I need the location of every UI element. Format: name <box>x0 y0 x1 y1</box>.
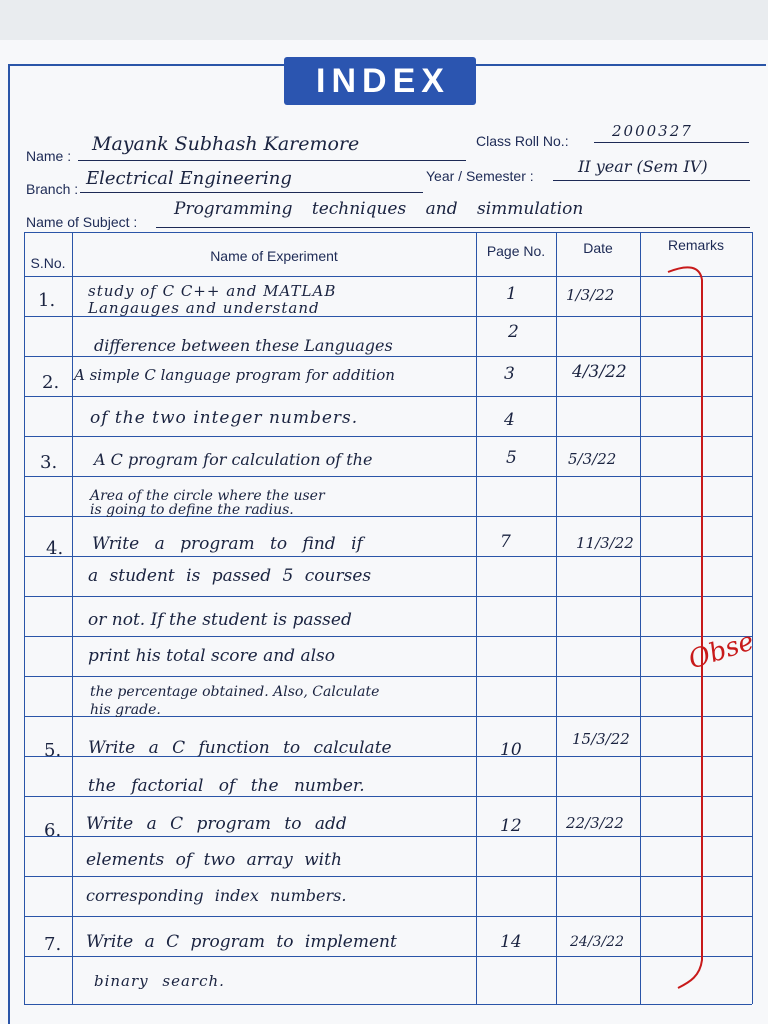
table-top-border <box>24 232 752 233</box>
name-underline <box>78 160 466 161</box>
row-1-page-2: 2 <box>508 322 519 342</box>
row-6-line-3: corresponding index numbers. <box>86 886 347 905</box>
subject-value: Programming techniques and simmulation <box>174 199 584 219</box>
ruled-line <box>24 636 752 637</box>
row-6-date: 22/3/22 <box>566 814 624 832</box>
row-3-line-3: is going to define the radius. <box>90 502 294 518</box>
remarks-bracket-icon <box>660 260 720 1000</box>
row-2-page-1: 3 <box>504 364 515 384</box>
ruled-line <box>24 676 752 677</box>
row-3-date: 5/3/22 <box>568 450 617 468</box>
row-6-line-1: Write a C program to add <box>86 814 347 834</box>
row-1-line-1: study of C C++ and MATLAB <box>88 282 337 300</box>
ruled-line <box>24 356 752 357</box>
header-date: Date <box>583 240 613 256</box>
row-3-line-2: Area of the circle where the user <box>90 488 325 504</box>
row-5-page-1: 10 <box>500 740 522 760</box>
row-1-sno: 1. <box>38 290 56 311</box>
row-1-line-2: Langauges and understand <box>88 299 320 317</box>
row-1-line-3: difference between these Languages <box>94 336 393 355</box>
row-1-page-1: 1 <box>506 284 517 304</box>
header-experiment: Name of Experiment <box>210 248 338 264</box>
row-5-line-2: the factorial of the number. <box>88 776 365 796</box>
row-7-line-2: binary search. <box>94 972 225 990</box>
year-semester-underline <box>553 180 750 181</box>
row-4-line-3: or not. If the student is passed <box>88 610 352 630</box>
row-7-sno: 7. <box>44 934 62 955</box>
row-4-date: 11/3/22 <box>576 534 634 552</box>
column-divider-sno <box>72 232 73 1004</box>
remarks-signature: Obse <box>684 626 758 676</box>
class-roll-underline <box>594 142 749 143</box>
class-roll-label: Class Roll No.: <box>476 133 569 149</box>
name-label: Name : <box>26 148 72 164</box>
subject-label: Name of Subject : <box>26 214 138 230</box>
ruled-line <box>24 796 752 797</box>
ruled-line <box>24 916 752 917</box>
row-4-line-2: a student is passed 5 courses <box>88 566 372 586</box>
row-3-page-1: 5 <box>506 448 517 468</box>
year-semester-label: Year / Semester : <box>426 168 534 184</box>
row-5-sno: 5. <box>44 740 62 761</box>
year-semester-value: II year (Sem IV) <box>578 157 708 176</box>
row-1-date: 1/3/22 <box>566 286 615 304</box>
ruled-line <box>24 476 752 477</box>
ruled-line <box>24 836 752 837</box>
row-4-line-1: Write a program to find if <box>92 534 363 554</box>
row-2-line-1: A simple C language program for addition <box>74 366 395 384</box>
row-4-page-1: 7 <box>500 532 511 552</box>
table-bottom-border <box>24 1004 752 1005</box>
row-4-line-6: his grade. <box>90 702 161 718</box>
ruled-line <box>24 876 752 877</box>
table-header-border <box>24 276 752 277</box>
row-5-date: 15/3/22 <box>572 730 630 748</box>
row-6-line-2: elements of two array with <box>86 850 342 870</box>
header-remarks: Remarks <box>667 237 724 253</box>
row-4-line-4: print his total score and also <box>88 646 335 666</box>
row-5-line-1: Write a C function to calculate <box>88 738 392 758</box>
table-left-border <box>24 232 25 1004</box>
header-sno: S.No. <box>30 255 66 271</box>
page-title: INDEX <box>316 61 450 100</box>
index-title-banner <box>284 57 476 105</box>
row-7-line-1: Write a C program to implement <box>86 932 397 952</box>
ruled-line <box>24 956 752 957</box>
row-4-line-5: the percentage obtained. Also, Calculate <box>90 684 380 700</box>
subject-underline <box>156 227 750 228</box>
row-2-page-2: 4 <box>504 410 515 430</box>
header-page: Page No. <box>486 243 546 259</box>
branch-value: Electrical Engineering <box>86 168 292 189</box>
ruled-line <box>24 596 752 597</box>
row-7-date: 24/3/22 <box>570 934 624 950</box>
row-7-page-1: 14 <box>500 932 522 952</box>
ruled-line <box>24 436 752 437</box>
student-name: Mayank Subhash Karemore <box>92 133 360 155</box>
row-4-sno: 4. <box>46 538 64 559</box>
row-6-sno: 6. <box>44 820 62 841</box>
row-2-date: 4/3/22 <box>572 362 627 382</box>
row-3-line-1: A C program for calculation of the <box>94 450 373 469</box>
branch-label: Branch : <box>26 181 79 197</box>
class-roll-value: 2000327 <box>612 122 693 140</box>
column-divider-experiment <box>476 232 477 1004</box>
column-divider-page <box>556 232 557 1004</box>
table-right-border <box>752 232 753 1004</box>
column-divider-date <box>640 232 641 1004</box>
row-2-sno: 2. <box>42 372 60 393</box>
branch-underline <box>80 192 423 193</box>
ruled-line <box>24 396 752 397</box>
row-3-sno: 3. <box>40 452 58 473</box>
row-6-page-1: 12 <box>500 816 522 836</box>
ruled-line <box>24 556 752 557</box>
row-2-line-2: of the two integer numbers. <box>90 408 359 428</box>
